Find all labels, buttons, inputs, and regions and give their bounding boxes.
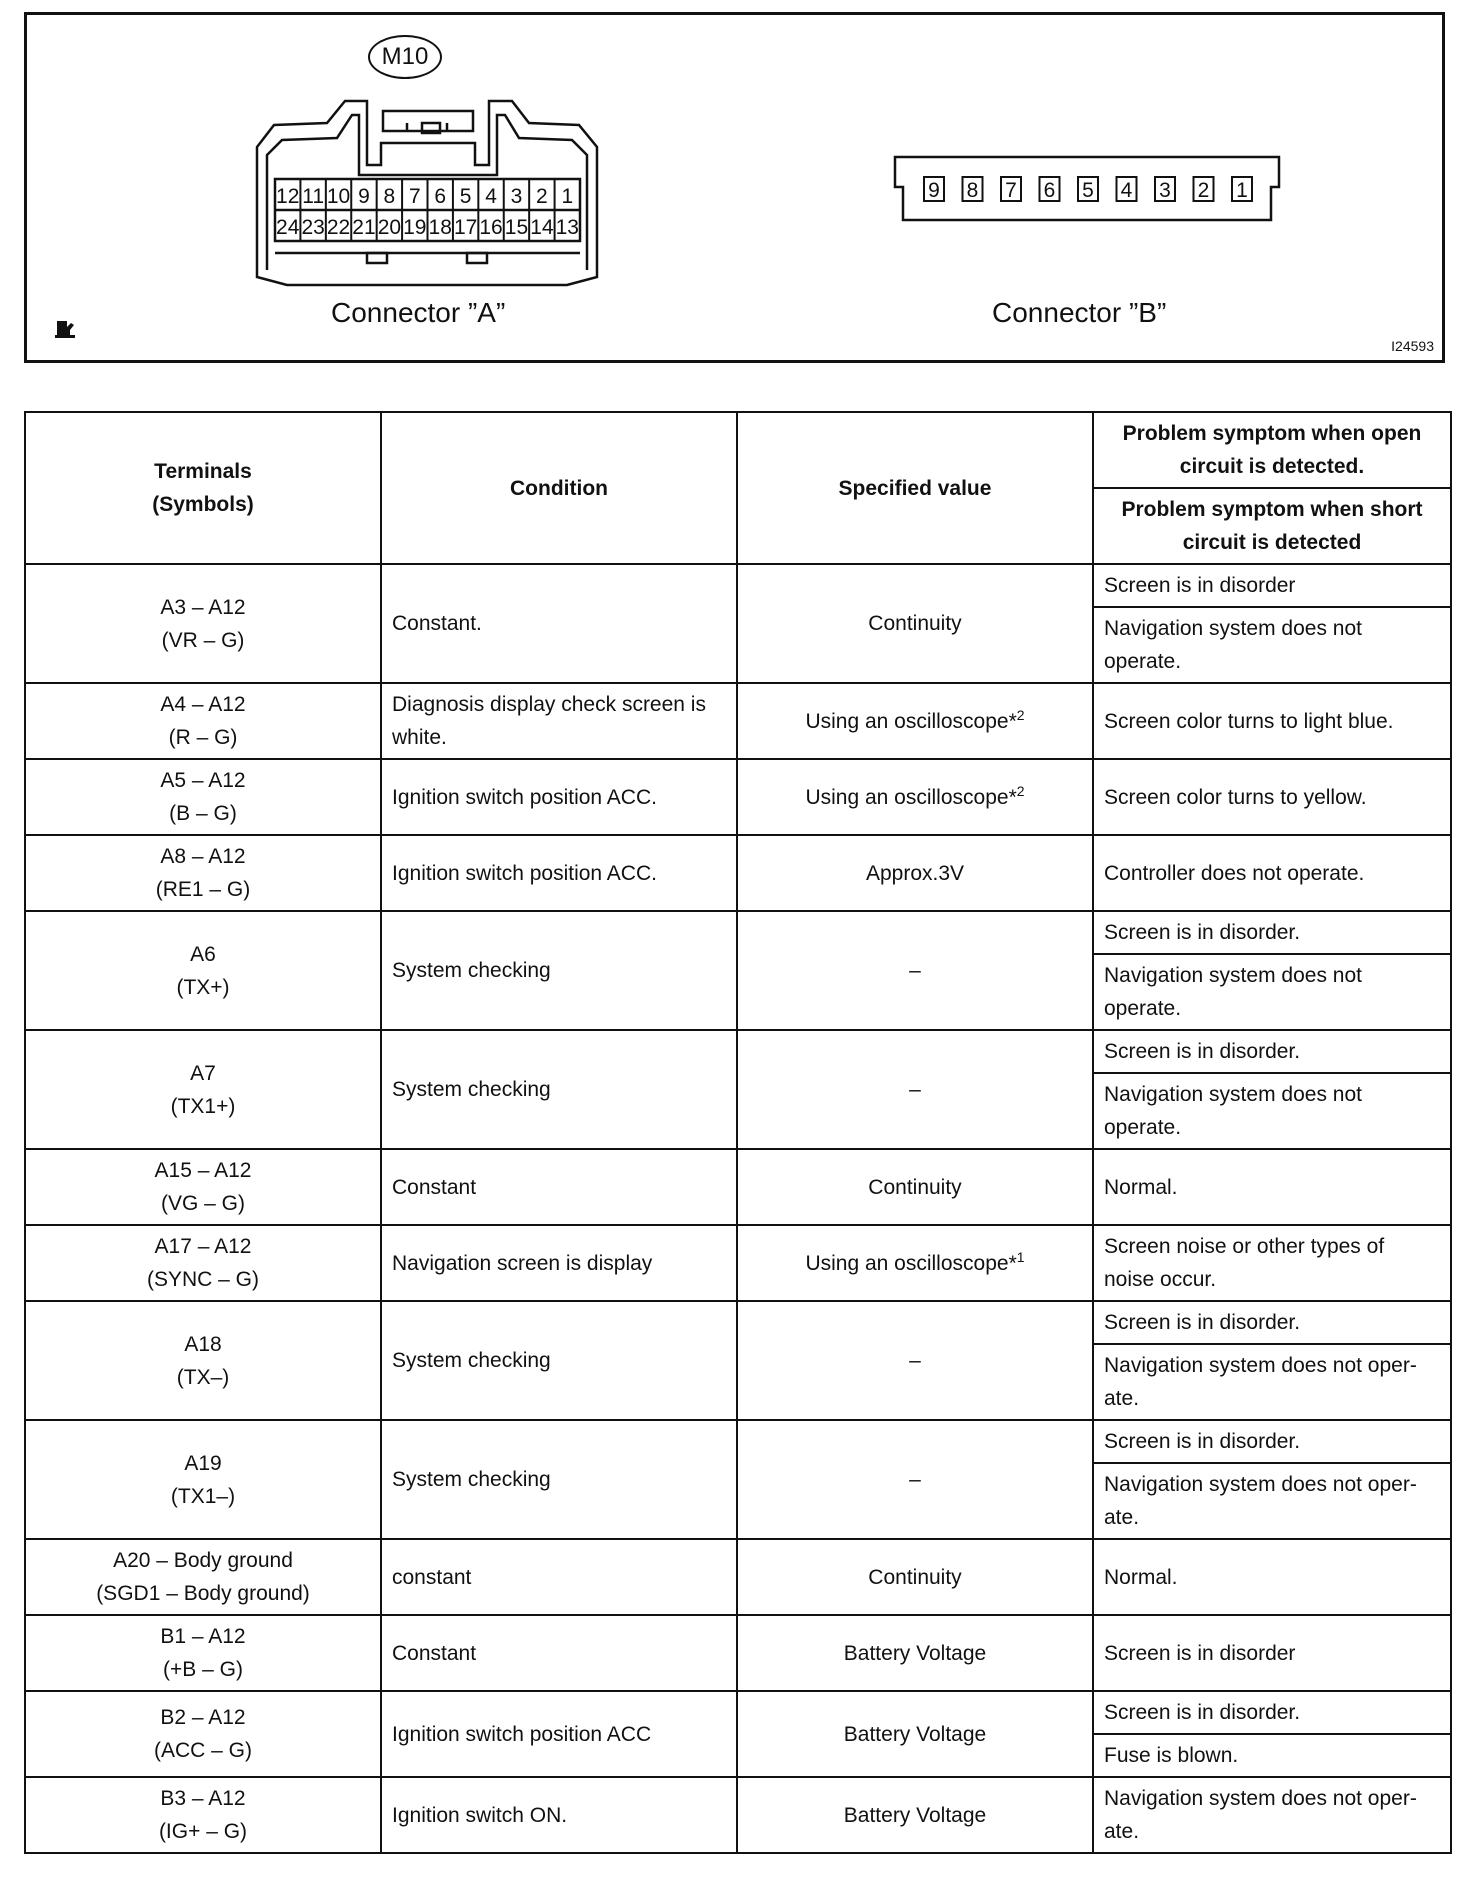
connector-a-pin-9: 9	[358, 185, 370, 208]
connector-a-caption: Connector ”A”	[331, 297, 506, 328]
header-symptom-open: Problem symptom when open circuit is detected.	[1093, 412, 1451, 488]
terminal-cell: A15 – A12 (VG – G)	[25, 1149, 381, 1225]
specified-value-cell: Continuity	[737, 1539, 1093, 1615]
connector-a-pin-5: 5	[459, 185, 472, 208]
connector-b-pin-2: 2	[1197, 179, 1210, 202]
connector-a-pin-12: 12	[276, 185, 300, 208]
table-row	[25, 1030, 1451, 1073]
terminal-cell: A7 (TX1+)	[25, 1030, 381, 1149]
connector-b-pin-9: 9	[928, 179, 940, 202]
condition-cell: Navigation screen is display	[381, 1225, 737, 1301]
table-row	[25, 1225, 1451, 1301]
condition-cell: System checking	[381, 1420, 737, 1539]
symptom-cell: Normal.	[1093, 1539, 1451, 1615]
header-specified-value: Specified value	[737, 412, 1093, 564]
symptom-cell: Navigation system does not oper-ate.	[1093, 1777, 1451, 1853]
connector-a-pin-18: 18	[428, 216, 452, 239]
symptom-cell: Screen noise or other types of noise occur.	[1093, 1225, 1451, 1301]
connector-a-pin-11: 11	[302, 185, 325, 208]
condition-cell: Ignition switch ON.	[381, 1777, 737, 1853]
condition-cell: Ignition switch position ACC	[381, 1691, 737, 1777]
connector-b-pin-7: 7	[1005, 179, 1017, 202]
specified-value-cell: –	[737, 1420, 1093, 1539]
connector-a-pin-21: 21	[352, 216, 376, 239]
footnote-marker: 2	[1016, 706, 1025, 723]
header-terminals: Terminals (Symbols)	[25, 412, 381, 564]
connector-a-pin-24: 24	[276, 216, 300, 239]
connector-a-pin-8: 8	[383, 185, 396, 208]
footnote-marker: 2	[1016, 782, 1025, 799]
specified-value-cell: –	[737, 1030, 1093, 1149]
terminal-cell: B1 – A12 (+B – G)	[25, 1615, 381, 1691]
symptom-cell: Screen is in disorder.	[1093, 1691, 1451, 1734]
specified-value-cell: Using an oscilloscope*$^2$	[737, 759, 1093, 835]
condition-cell: System checking	[381, 1301, 737, 1420]
symptom-cell: Navigation system does not oper-ate.	[1093, 1344, 1451, 1420]
connector-a-pin-23: 23	[301, 216, 325, 239]
connector-a-pin-19: 19	[403, 216, 427, 239]
symptom-cell: Navigation system does not operate.	[1093, 607, 1451, 683]
terminal-cell: B3 – A12 (IG+ – G)	[25, 1777, 381, 1853]
connector-b-pin-8: 8	[966, 179, 979, 202]
terminal-spec-table	[24, 411, 1452, 1854]
symptom-cell: Navigation system does not operate.	[1093, 954, 1451, 1030]
connector-a-pin-1: 1	[561, 185, 574, 208]
specified-value-cell: –	[737, 1301, 1093, 1420]
symptom-cell: Fuse is blown.	[1093, 1734, 1451, 1777]
connector-a-pin-2: 2	[536, 185, 548, 208]
specified-value-cell: –	[737, 911, 1093, 1030]
connector-b-pin-4: 4	[1120, 179, 1133, 202]
condition-cell: System checking	[381, 911, 737, 1030]
terminal-cell: A3 – A12 (VR – G)	[25, 564, 381, 683]
connector-b-pin-5: 5	[1082, 179, 1094, 202]
connector-a-pin-16: 16	[479, 216, 503, 239]
connector-b-pin-3: 3	[1159, 179, 1171, 202]
symptom-cell: Screen is in disorder	[1093, 564, 1451, 607]
symptom-cell: Screen is in disorder.	[1093, 1420, 1451, 1463]
terminal-cell: A19 (TX1–)	[25, 1420, 381, 1539]
table-row	[25, 1301, 1451, 1344]
connector-a-pin-7: 7	[408, 185, 421, 208]
connector-a-pin-3: 3	[510, 185, 523, 208]
symptom-cell: Screen color turns to light blue.	[1093, 683, 1451, 759]
table-row	[25, 911, 1451, 954]
terminal-cell: A4 – A12 (R – G)	[25, 683, 381, 759]
specified-value-cell: Using an oscilloscope*$^2$	[737, 683, 1093, 759]
table-row	[25, 1615, 1451, 1691]
table-row	[25, 1420, 1451, 1463]
specified-value-cell: Battery Voltage	[737, 1615, 1093, 1691]
symptom-cell: Screen is in disorder	[1093, 1615, 1451, 1691]
table-row	[25, 1539, 1451, 1615]
connector-a-pin-22: 22	[326, 216, 351, 239]
condition-cell: System checking	[381, 1030, 737, 1149]
symptom-cell: Screen is in disorder.	[1093, 1030, 1451, 1073]
specified-value-cell: Approx.3V	[737, 835, 1093, 911]
connector-b-pin-1: 1	[1236, 179, 1248, 202]
connector-b-caption: Connector ”B”	[992, 297, 1167, 328]
condition-cell: Ignition switch position ACC.	[381, 759, 737, 835]
connector-a-pin-10: 10	[326, 185, 351, 208]
terminal-cell: A5 – A12 (B – G)	[25, 759, 381, 835]
terminal-cell: A20 – Body ground (SGD1 – Body ground)	[25, 1539, 381, 1615]
condition-cell: Diagnosis display check screen is white.	[381, 683, 737, 759]
table-row	[25, 683, 1451, 759]
table-row	[25, 1777, 1451, 1853]
terminal-cell: B2 – A12 (ACC – G)	[25, 1691, 381, 1777]
table-row	[25, 1691, 1451, 1734]
header-symptom-short: Problem symptom when short circuit is detected	[1093, 488, 1451, 564]
specified-value-cell: Battery Voltage	[737, 1691, 1093, 1777]
condition-cell: constant	[381, 1539, 737, 1615]
table-row	[25, 1149, 1451, 1225]
symptom-cell: Normal.	[1093, 1149, 1451, 1225]
condition-cell: Ignition switch position ACC.	[381, 835, 737, 911]
table-row	[25, 759, 1451, 835]
table-row	[25, 835, 1451, 911]
specified-value-cell: Using an oscilloscope*$^1$	[737, 1225, 1093, 1301]
symptom-cell: Screen is in disorder.	[1093, 1301, 1451, 1344]
connector-a-pin-14: 14	[530, 216, 554, 239]
connector-a-pin-20: 20	[377, 216, 402, 239]
connector-drawing	[27, 15, 1442, 360]
connector-a-pin-13: 13	[555, 216, 579, 239]
condition-cell: Constant.	[381, 564, 737, 683]
condition-cell: Constant	[381, 1615, 737, 1691]
connector-a-pin-17: 17	[453, 216, 478, 239]
footnote-marker: 1	[1016, 1248, 1025, 1265]
specified-value-cell: Continuity	[737, 564, 1093, 683]
terminal-cell: A8 – A12 (RE1 – G)	[25, 835, 381, 911]
header-condition: Condition	[381, 412, 737, 564]
specified-value-cell: Continuity	[737, 1149, 1093, 1225]
connector-code-badge: M10	[368, 35, 442, 79]
document-icon	[55, 321, 75, 338]
connector-b-pins	[924, 177, 1252, 202]
terminal-cell: A17 – A12 (SYNC – G)	[25, 1225, 381, 1301]
terminal-cell: A18 (TX–)	[25, 1301, 381, 1420]
symptom-cell: Navigation system does not oper-ate.	[1093, 1463, 1451, 1539]
connector-diagram	[24, 12, 1445, 363]
connector-b-pin-6: 6	[1043, 179, 1056, 202]
symptom-cell: Controller does not operate.	[1093, 835, 1451, 911]
symptom-cell: Screen is in disorder.	[1093, 911, 1451, 954]
symptom-cell: Navigation system does not operate.	[1093, 1073, 1451, 1149]
condition-cell: Constant	[381, 1149, 737, 1225]
table-row	[25, 564, 1451, 607]
symptom-cell: Screen color turns to yellow.	[1093, 759, 1451, 835]
connector-a-pin-15: 15	[504, 216, 529, 239]
terminal-cell: A6 (TX+)	[25, 911, 381, 1030]
connector-a-pin-4: 4	[485, 185, 497, 208]
connector-a-pin-6: 6	[434, 185, 447, 208]
specified-value-cell: Battery Voltage	[737, 1777, 1093, 1853]
figure-id: I24593	[1391, 338, 1434, 354]
